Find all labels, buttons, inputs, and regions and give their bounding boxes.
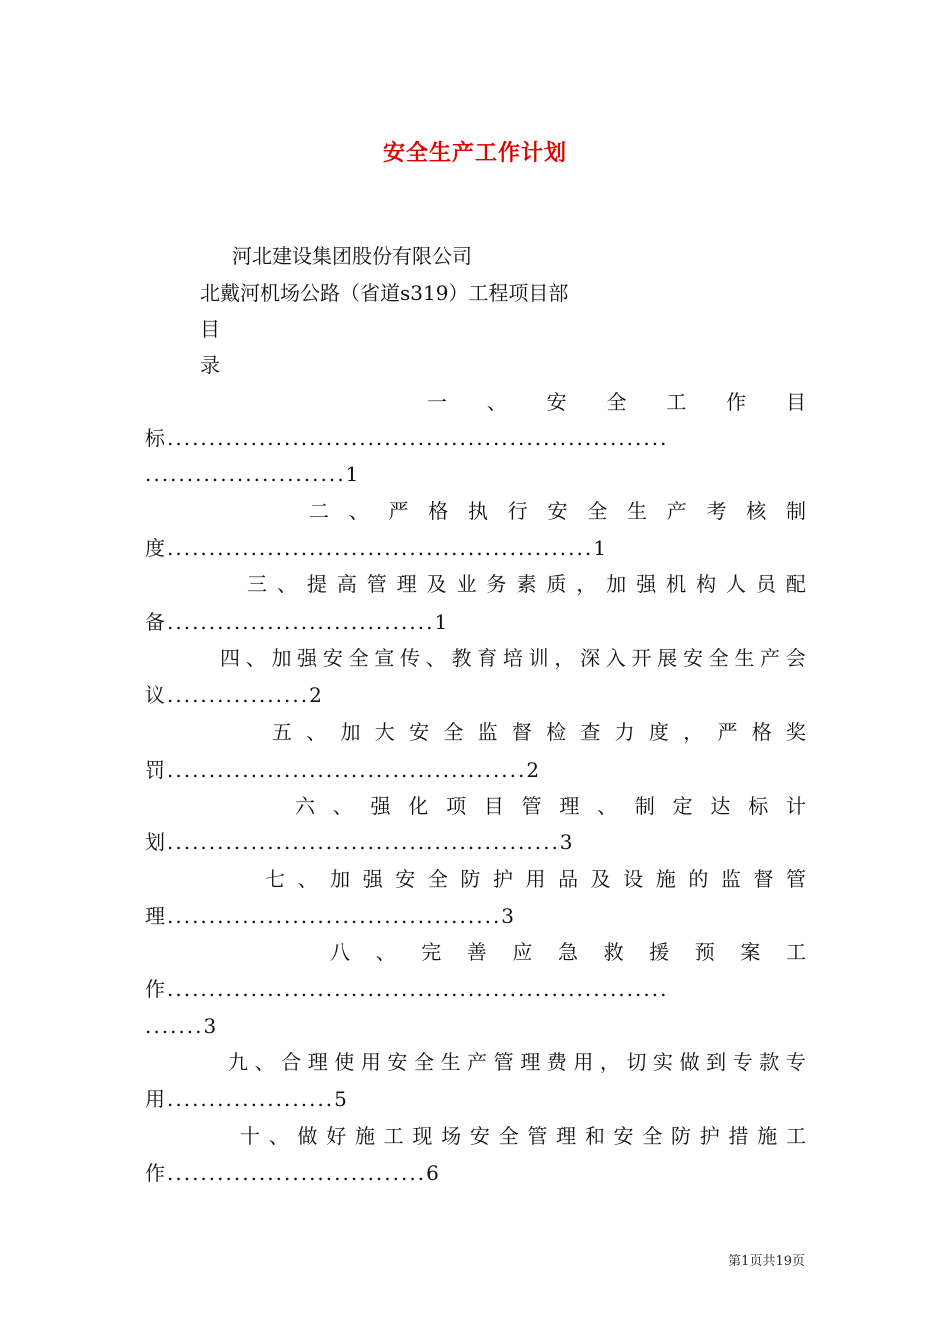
toc-char: 产	[760, 646, 781, 670]
toc-char: 入	[605, 646, 626, 670]
toc-char: 员	[755, 572, 776, 596]
toc-char: 核	[746, 499, 767, 523]
toc-char: 设	[623, 867, 644, 891]
toc-char: 构	[696, 572, 717, 596]
toc-char: 到	[706, 1050, 727, 1074]
toc-char: 、	[245, 646, 266, 670]
toc-char: 加	[340, 720, 361, 744]
toc-char: 援	[649, 940, 670, 964]
toc-char: 强	[370, 794, 391, 818]
toc-char: 监	[720, 867, 741, 891]
toc-char: 措	[728, 1124, 749, 1148]
toc-char: 八	[330, 940, 350, 964]
toc-char: 产	[467, 1050, 488, 1074]
toc-char: 全	[642, 1124, 663, 1148]
toc-char: 机	[666, 572, 687, 596]
toc-char: 护	[492, 867, 513, 891]
toc-char: 管	[493, 1050, 514, 1074]
toc-entry-leader: 作............................................................	[145, 977, 669, 1001]
toc-char: 合	[281, 1050, 302, 1074]
toc-char: 度	[648, 720, 669, 744]
toc-char: 素	[516, 572, 537, 596]
toc-char: 高	[336, 572, 357, 596]
toc-char: 考	[706, 499, 727, 523]
toc-char: 大	[374, 720, 395, 744]
toc-entry-leader: 度...................................................1	[145, 536, 608, 560]
toc-char: 制	[634, 794, 655, 818]
toc-entry-leader: 罚...........................................2	[145, 758, 542, 782]
toc-char: 用	[525, 867, 546, 891]
toc-entry-head[interactable]	[228, 1048, 806, 1076]
toc-entry-head[interactable]	[247, 570, 806, 598]
toc-char: 安	[409, 720, 430, 744]
toc-entry-leader: ........................1	[145, 462, 361, 486]
toc-char: 作	[726, 390, 747, 414]
toc-char: 二	[309, 499, 329, 523]
toc-char: 护	[699, 1124, 720, 1148]
toc-char: 奖	[785, 720, 806, 744]
page-footer: 第1页共19页	[728, 1254, 805, 1269]
toc-char: 格	[751, 720, 772, 744]
toc-char: 全	[606, 390, 627, 414]
toc-char: 目	[785, 390, 806, 414]
toc-char: 安	[322, 646, 343, 670]
toc-char: 管	[366, 572, 387, 596]
toc-char: 、	[276, 572, 297, 596]
toc-char: 安	[682, 646, 703, 670]
toc-char: 达	[710, 794, 731, 818]
toc-char: 行	[507, 499, 528, 523]
toc-char: 传	[400, 646, 421, 670]
toc-char: 、	[254, 1050, 275, 1074]
toc-char: 安	[387, 1050, 408, 1074]
toc-char: 业	[456, 572, 477, 596]
toc-char: 用	[360, 1050, 381, 1074]
toc-char: 场	[441, 1124, 462, 1148]
toc-char: 安	[469, 1124, 490, 1148]
toc-char: 工	[785, 1124, 806, 1148]
toc-char: 人	[726, 572, 746, 596]
toc-char: 配	[785, 572, 806, 596]
toc-char: 标	[748, 794, 769, 818]
toc-char: 三	[247, 572, 267, 596]
toc-char: 加	[606, 572, 627, 596]
toc-char: 理	[520, 1050, 541, 1074]
toc-char: 用	[573, 1050, 594, 1074]
toc-entry-leader: 议.................2	[145, 683, 324, 707]
toc-char: 施	[757, 1124, 778, 1148]
toc-char: 做	[679, 1050, 700, 1074]
toc-char: ，	[554, 646, 575, 670]
toc-char: 五	[272, 720, 292, 744]
toc-char: 急	[557, 940, 578, 964]
toc-char: 预	[694, 940, 715, 964]
toc-char: 工	[785, 940, 806, 964]
toc-char: 力	[614, 720, 635, 744]
toc-char: 善	[466, 940, 487, 964]
toc-char: 防	[671, 1124, 692, 1148]
toc-char: 督	[753, 867, 774, 891]
toc-char: 做	[297, 1124, 318, 1148]
toc-char: 款	[759, 1050, 780, 1074]
toc-entry-head[interactable]	[330, 938, 806, 966]
toc-char: 生	[440, 1050, 461, 1074]
toc-entry-head[interactable]	[220, 644, 806, 672]
toc-char: ，	[683, 720, 704, 744]
toc-char: 品	[558, 867, 579, 891]
toc-char: 及	[426, 572, 447, 596]
toc-entry-leader: 划...............................................3	[145, 830, 575, 854]
toc-char: 训	[528, 646, 549, 670]
toc-entry-head[interactable]	[295, 792, 806, 820]
toc-char: 、	[297, 867, 318, 891]
company-name: 河北建设集团股份有限公司	[232, 244, 472, 268]
toc-char: 使	[334, 1050, 355, 1074]
toc-char: 监	[477, 720, 498, 744]
toc-char: 严	[717, 720, 738, 744]
toc-char: 安	[613, 1124, 634, 1148]
toc-char: 全	[443, 720, 464, 744]
toc-char: 安	[395, 867, 416, 891]
toc-char: ，	[576, 572, 597, 596]
toc-char: 会	[785, 646, 806, 670]
toc-char: 全	[348, 646, 369, 670]
toc-char: 培	[502, 646, 523, 670]
toc-char: 计	[785, 794, 806, 818]
toc-char: 生	[734, 646, 755, 670]
toc-char: 理	[559, 794, 580, 818]
toc-char: 督	[511, 720, 532, 744]
toc-char: 安	[547, 499, 568, 523]
toc-char: 产	[666, 499, 687, 523]
toc-entry-leader: 标............................................................	[145, 426, 669, 450]
toc-char: 、	[348, 499, 369, 523]
toc-char: 一	[427, 390, 447, 414]
toc-char: 全	[413, 1050, 434, 1074]
toc-char: ，	[599, 1050, 620, 1074]
toc-char: 、	[597, 794, 618, 818]
toc-char: 执	[468, 499, 488, 523]
toc-char: 理	[307, 1050, 328, 1074]
toc-char: 、	[486, 390, 507, 414]
toc-char: 宣	[374, 646, 395, 670]
toc-char: 格	[428, 499, 449, 523]
toc-char: 、	[306, 720, 327, 744]
toc-char: 切	[626, 1050, 647, 1074]
toc-char: 严	[388, 499, 409, 523]
toc-char: 案	[740, 940, 761, 964]
toc-char: 加	[330, 867, 351, 891]
toc-entry-leader: 作...............................6	[145, 1161, 441, 1185]
toc-entry-leader: 理........................................3	[145, 904, 517, 928]
toc-char: 管	[521, 794, 542, 818]
toc-entry-leader: 用....................5	[145, 1087, 349, 1111]
toc-char: 全	[498, 1124, 519, 1148]
toc-char: 开	[631, 646, 652, 670]
toc-char: 七	[265, 867, 285, 891]
toc-char: 管	[786, 867, 806, 891]
toc-char: 六	[295, 794, 315, 818]
toc-char: 检	[546, 720, 567, 744]
toc-char: 好	[326, 1124, 347, 1148]
toc-char: 、	[425, 646, 446, 670]
toc-heading-1: 目	[200, 317, 220, 341]
toc-char: 全	[587, 499, 608, 523]
toc-entry-leader: .......3	[145, 1014, 219, 1038]
toc-char: 制	[786, 499, 806, 523]
toc-char: 费	[546, 1050, 567, 1074]
toc-char: 、	[268, 1124, 289, 1148]
toc-char: 育	[477, 646, 498, 670]
toc-char: 强	[362, 867, 383, 891]
toc-char: 、	[332, 794, 353, 818]
project-name: 北戴河机场公路（省道s319）工程项目部	[200, 281, 569, 305]
toc-entry-head[interactable]	[240, 1122, 806, 1150]
toc-char: 工	[666, 390, 687, 414]
toc-char: 施	[655, 867, 676, 891]
toc-char: 完	[421, 940, 442, 964]
toc-char: 和	[584, 1124, 605, 1148]
toc-char: 及	[590, 867, 611, 891]
toc-char: 实	[653, 1050, 673, 1074]
toc-char: 理	[556, 1124, 577, 1148]
toc-char: 全	[427, 867, 448, 891]
toc-char: 务	[486, 572, 507, 596]
toc-char: 现	[412, 1124, 433, 1148]
toc-char: 提	[306, 572, 327, 596]
toc-char: 深	[580, 646, 601, 670]
toc-char: 质	[546, 572, 567, 596]
toc-char: 施	[354, 1124, 375, 1148]
toc-char: 专	[785, 1050, 806, 1074]
toc-char: 、	[375, 940, 396, 964]
toc-char: 安	[546, 390, 567, 414]
toc-char: 全	[708, 646, 729, 670]
toc-char: 生	[627, 499, 647, 523]
toc-char: 展	[657, 646, 678, 670]
toc-char: 的	[688, 867, 709, 891]
toc-char: 强	[636, 572, 657, 596]
toc-char: 专	[732, 1050, 753, 1074]
toc-char: 查	[580, 720, 601, 744]
toc-entry-head[interactable]	[427, 388, 806, 416]
toc-char: 教	[451, 646, 472, 670]
document-title: 安全生产工作计划	[382, 140, 567, 166]
toc-char: 定	[672, 794, 693, 818]
toc-char: 理	[396, 572, 417, 596]
toc-entry-head[interactable]	[309, 497, 806, 525]
toc-char: 目	[483, 794, 504, 818]
toc-char: 项	[446, 794, 467, 818]
toc-char: 工	[383, 1124, 404, 1148]
toc-entry-head[interactable]	[272, 718, 806, 746]
toc-char: 强	[297, 646, 318, 670]
toc-char: 应	[512, 940, 533, 964]
toc-entry-head[interactable]	[265, 865, 806, 893]
toc-char: 四	[220, 646, 240, 670]
toc-char: 加	[271, 646, 292, 670]
toc-char: 化	[408, 794, 429, 818]
toc-char: 九	[228, 1050, 248, 1074]
toc-char: 防	[460, 867, 481, 891]
toc-char: 管	[527, 1124, 548, 1148]
toc-entry-leader: 备................................1	[145, 610, 450, 634]
toc-char: 十	[240, 1124, 260, 1148]
toc-char: 救	[603, 940, 624, 964]
toc-heading-2: 录	[200, 353, 220, 377]
